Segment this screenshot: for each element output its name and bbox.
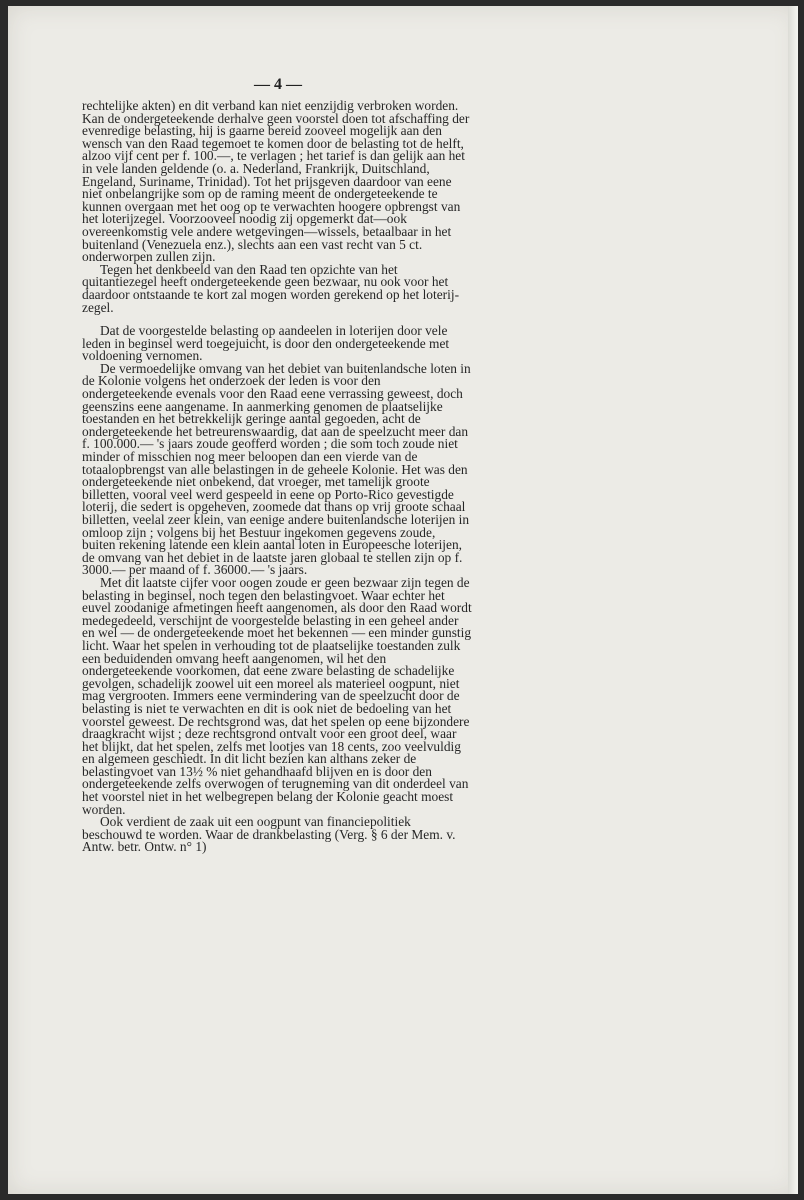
paragraph-2: Tegen het denkbeeld van den Raad ten opzichte van het quitantiezegel heeft ondergeteekende geen bezwaar, nu ook voor het daardoor ontstaande te kort zal mogen worden gerekend op het loterij-zegel. xyxy=(82,261,460,315)
paragraph-3: Dat de voorgestelde belasting op aandeelen in loterijen door vele leden in beginsel werd toegejuicht, is door den ondergeteekende met voldoening vernomen. xyxy=(82,323,450,364)
page-edge xyxy=(788,6,798,1194)
body-text xyxy=(82,100,472,854)
paragraph-6: Ook verdient de zaak uit een oogpunt van financiepolitiek beschouwd te worden. Waar de drankbelasting (Verg. § 6 der Mem. v. Antw. betr. Ontw. n° 1) xyxy=(82,814,456,855)
document-page xyxy=(8,6,798,1194)
page-number: — 4 — xyxy=(254,76,302,93)
paragraph-4: De vermoedelijke omvang van het debiet van buitenlandsche loten in de Kolonie volgens het onderzoek der leden is voor den ondergeteekende evenals voor den Raad eene verrassing geweest, doch geenszins eene aangename. In aanmerking genomen de plaatselijke toestanden en het betrekkelijk geringe aantal gegoeden, acht de ondergeteekende het betreurenswaardig, dat aan de speelzucht meer dan f. 100.000.— 's jaars zoude geofferd worden ; die som toch zoude niet minder of misschien nog meer beloopen dan een vierde van de totaalopbrengst van alle belastingen in de geheele Kolonie. Het was den ondergeteekende niet onbekend, dat vroeger, met tamelijk groote billetten, vooral veel werd gespeeld in eene op Porto-Rico gevestigde loterij, die sedert is opgeheven, zoomede dat thans op vrij groote schaal billetten, veelal zeer klein, van eenige andere buitenlandsche loterijen in omloop zijn ; volgens bij het Bestuur ingekomen gegevens zoude, buiten rekening latende een klein aantal loten in Europeesche loterijen, de omvang van het debiet in de laatste jaren globaal te stellen zijn op f. 3000.— per maand of f. 36000.— 's jaars. xyxy=(82,360,471,578)
paragraph-1: rechtelijke akten) en dit verband kan niet eenzijdig verbroken worden. Kan de ondergeteekende derhalve geen voorstel doen tot afschaffing der evenredige belasting, hij is gaarne bereid zooveel mogelijk aan den wensch van den Raad tegemoet te komen door de belasting tot de helft, alzoo vijf cent per f. 100.—, te verlagen ; het tarief is dan gelijk aan het in vele landen geldende (o. a. Nederland, Frankrijk, Duitschland, Engeland, Suriname, Trinidad). Tot het prijsgeven daardoor van eene niet onbelangrijke som op de raming meent de ondergeteekende te kunnen overgaan met het oog op te verwachten hoogere opbrengst van het loterijzegel. Voorzooveel noodig zij opgemerkt dat—ook overeenkomstig vele andere wetgevingen—wissels, betaalbaar in het buitenland (Venezuela enz.), slechts aan een vast recht van 5 ct. onderworpen zullen zijn. xyxy=(82,98,470,265)
paragraph-5: Met dit laatste cijfer voor oogen zoude er geen bezwaar zijn tegen de belasting in beginsel, noch tegen den belastingvoet. Waar echter het euvel zoodanige afmetingen heeft aangenomen, als door den Raad wordt medegedeeld, verschijnt de voorgestelde belasting in een geheel ander en wel — de ondergeteekende moet het bekennen — een minder gunstig licht. Waar het spelen in verhouding tot de plaatselijke toestanden zulk een beduidenden omvang heeft aangenomen, wil het den ondergeteekende voorkomen, dat eene zware belasting de schadelijke gevolgen, schadelijk zoowel uit een moreel als materieel oogpunt, niet mag vergrooten. Immers eene vermindering van de speelzucht door de belasting is niet te verwachten en dit is ook niet de bedoeling van het voorstel geweest. De rechtsgrond was, dat het spelen op eene bijzondere draagkracht wijst ; deze rechtsgrond ontvalt voor een groot deel, waar het blijkt, dat het spelen, zelfs met lootjes van 18 cents, zoo veelvuldig en algemeen geschiedt. In dit licht bezien kan althans zeker de belastingvoet van 13½ % niet gehandhaafd blijven en is door den ondergeteekende zelfs overwogen of terugneming van dit onderdeel van het voorstel niet in het welbegrepen belang der Kolonie geacht moest worden. xyxy=(82,574,472,817)
